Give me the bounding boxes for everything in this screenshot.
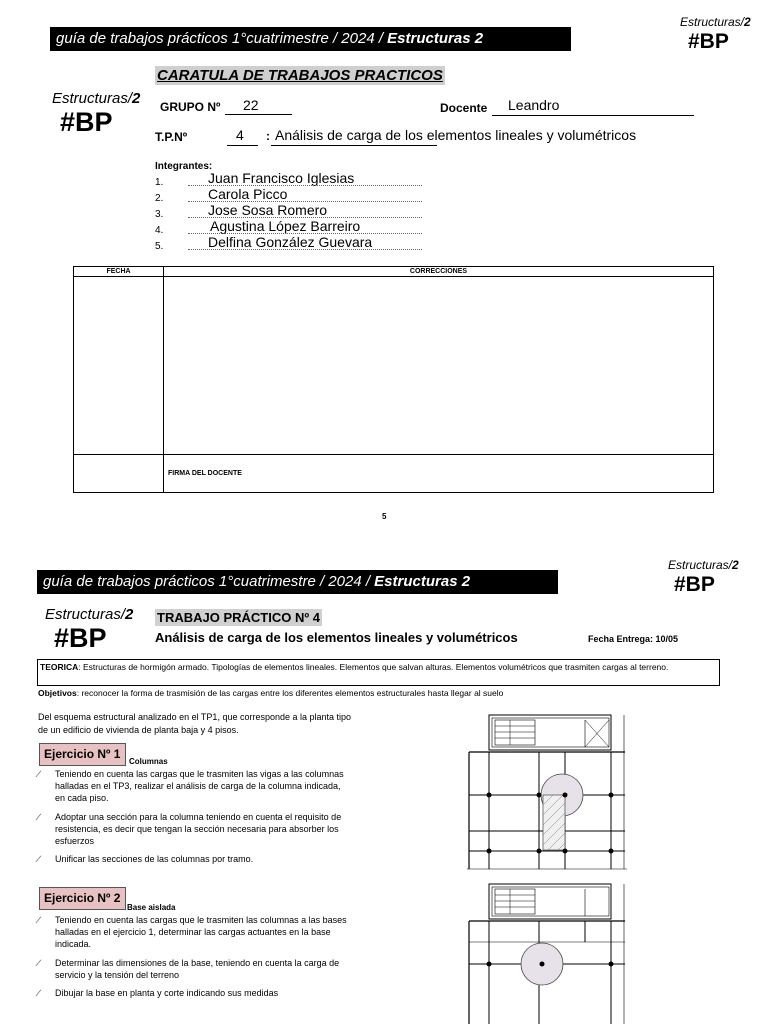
integrante-dotline (188, 249, 422, 250)
fecha-header-text: FECHA (106, 268, 131, 275)
logo-word: Estructuras/ (52, 90, 133, 107)
grupo-underline (225, 114, 292, 115)
logo-top-right-hash: #BP (674, 573, 715, 596)
bullet-mark: ∕ (38, 915, 40, 925)
firma-docente-label: FIRMA DEL DOCENTE (168, 470, 242, 477)
page-number: 5 (382, 512, 387, 521)
integrante-name: Juan Francisco Iglesias (208, 170, 355, 186)
correcciones-cell (164, 277, 714, 455)
logo-left-word (52, 90, 140, 107)
bullet-mark: ∕ (38, 854, 40, 864)
bullet-text: Unificar las secciones de las columnas por tramo. (55, 854, 254, 864)
tp-name: Análisis de carga de los elementos lineales y volumétricos (275, 127, 637, 143)
logo-word: Estructuras/ (680, 15, 745, 29)
logo-left-hash: #BP (54, 623, 107, 653)
tp-subtitle: Análisis de carga de los elementos lineales y volumétricos (155, 630, 518, 645)
tp-title-text: TRABAJO PRÁCTICO Nº 4 (157, 610, 320, 625)
integrante-num: 4. (155, 225, 164, 236)
docente-underline (492, 115, 694, 116)
tp-value: 4 (236, 127, 244, 143)
grupo-value: 22 (243, 97, 259, 113)
integrante-name: Agustina López Barreiro (210, 218, 361, 234)
ejercicio-1-title-text: Ejercicio Nº 1 (44, 747, 121, 761)
logo-left-word (45, 606, 133, 623)
logo-top-right-word (680, 15, 751, 29)
bullet-text: Teniendo en cuenta las cargas que le trasmiten las vigas a las columnas halladas en el TP3, realizar el análisis de carga de la columna indicada, en cada piso. (55, 769, 344, 803)
correcciones-header (164, 267, 714, 277)
docente-label: Docente (440, 101, 488, 115)
tp-label: T.P.Nº (155, 130, 188, 144)
intro-text: Del esquema estructural analizado en el TP1, que corresponde a la planta tipo de un edificio de vivienda de planta baja y 4 pisos. (38, 712, 352, 735)
caratula-title (155, 66, 445, 85)
grupo-label: GRUPO Nº (160, 100, 221, 114)
logo-num: 2 (732, 558, 739, 572)
logo-top-right-word (668, 558, 739, 572)
fecha-cell (74, 277, 164, 455)
page2-banner (37, 570, 558, 594)
structural-plan-2 (465, 882, 631, 1024)
logo-top-right-hash: #BP (688, 30, 729, 53)
logo-left-hash: #BP (60, 107, 113, 137)
corrections-header-row (74, 267, 714, 277)
bullet-mark: ∕ (38, 812, 40, 822)
banner-prefix: guía de trabajos prácticos 1°cuatrimestre / 2024 / (43, 573, 375, 590)
fecha-header (74, 267, 164, 277)
ejercicio-1-title (39, 743, 126, 766)
tp-title (155, 609, 322, 626)
bullet-mark: ∕ (38, 988, 40, 998)
bullet-mark: ∕ (38, 958, 40, 968)
logo-num: 2 (744, 15, 751, 29)
page1-banner (50, 27, 571, 51)
structural-plan-1 (465, 713, 631, 873)
integrante-name: Delfina González Guevara (208, 234, 373, 250)
integrante-name: Jose Sosa Romero (208, 202, 328, 218)
banner-subject: Estructuras 2 (387, 30, 484, 47)
docente-value: Leandro (508, 97, 560, 113)
objetivos-text: : reconocer la forma de trasmisión de las cargas entre los diferentes elementos estructurales hasta llegar al suelo (76, 688, 504, 698)
tp-value-underline (227, 145, 258, 146)
integrante-num: 5. (155, 241, 164, 252)
fecha-entrega: Fecha Entrega: 10/05 (588, 634, 679, 644)
ejercicio-2-subtitle: Base aislada (127, 903, 176, 912)
integrante-num: 1. (155, 177, 164, 188)
integrante-name: Carola Picco (208, 186, 288, 202)
teorica-text: : Estructuras de hormigón armado. Tipologías de elementos lineales. Elementos que salvan alturas. Elementos volumétricos que trasmiten cargas al terreno. (78, 662, 669, 672)
integrante-num: 2. (155, 193, 164, 204)
bullet-text: Teniendo en cuenta las cargas que le trasmiten las columnas a las bases halladas en el ejercicio 1, determinar las cargas actuantes en la base indicada. (55, 915, 347, 949)
logo-word: Estructuras/ (668, 558, 733, 572)
caratula-title-text: CARATULA DE TRABAJOS PRACTICOS (157, 67, 443, 84)
ejercicio-2-title (39, 887, 126, 910)
logo-num: 2 (132, 90, 141, 107)
logo-word: Estructuras/ (45, 606, 126, 623)
firma-fecha-cell (74, 455, 164, 493)
bullet-mark: ∕ (38, 769, 40, 779)
bullet-text: Determinar las dimensiones de la base, teniendo en cuenta la carga de servicio y la tensión del terreno (55, 958, 340, 980)
bullet-text: Dibujar la base en planta y corte indicando sus medidas (55, 988, 279, 998)
tp-separator: : (266, 129, 270, 143)
bullet-text: Adoptar una sección para la columna teniendo en cuenta el requisito de resistencia, es decir que tengan la sección necesaria para absorber los esfuerzos (55, 812, 342, 846)
banner-subject: Estructuras 2 (374, 573, 471, 590)
banner-prefix: guía de trabajos prácticos 1°cuatrimestre / 2024 / (56, 30, 388, 47)
firma-row (74, 455, 714, 493)
tp-name-underline (271, 145, 437, 146)
correcciones-header-text: CORRECCIONES (409, 268, 468, 275)
corrections-body-row (74, 277, 714, 455)
objetivos-label: Objetivos (38, 688, 77, 698)
objetivos (38, 688, 503, 698)
firma-cell (164, 455, 714, 493)
ejercicio-1-subtitle: Columnas (129, 757, 168, 766)
logo-num: 2 (125, 606, 134, 623)
teorica-label: TEORICA (40, 662, 79, 672)
integrante-num: 3. (155, 209, 164, 220)
corrections-table (73, 266, 714, 493)
ejercicio-2-title-text: Ejercicio Nº 2 (44, 891, 121, 905)
teorica-box (37, 659, 720, 686)
integrantes-label: Integrantes: (155, 161, 213, 172)
